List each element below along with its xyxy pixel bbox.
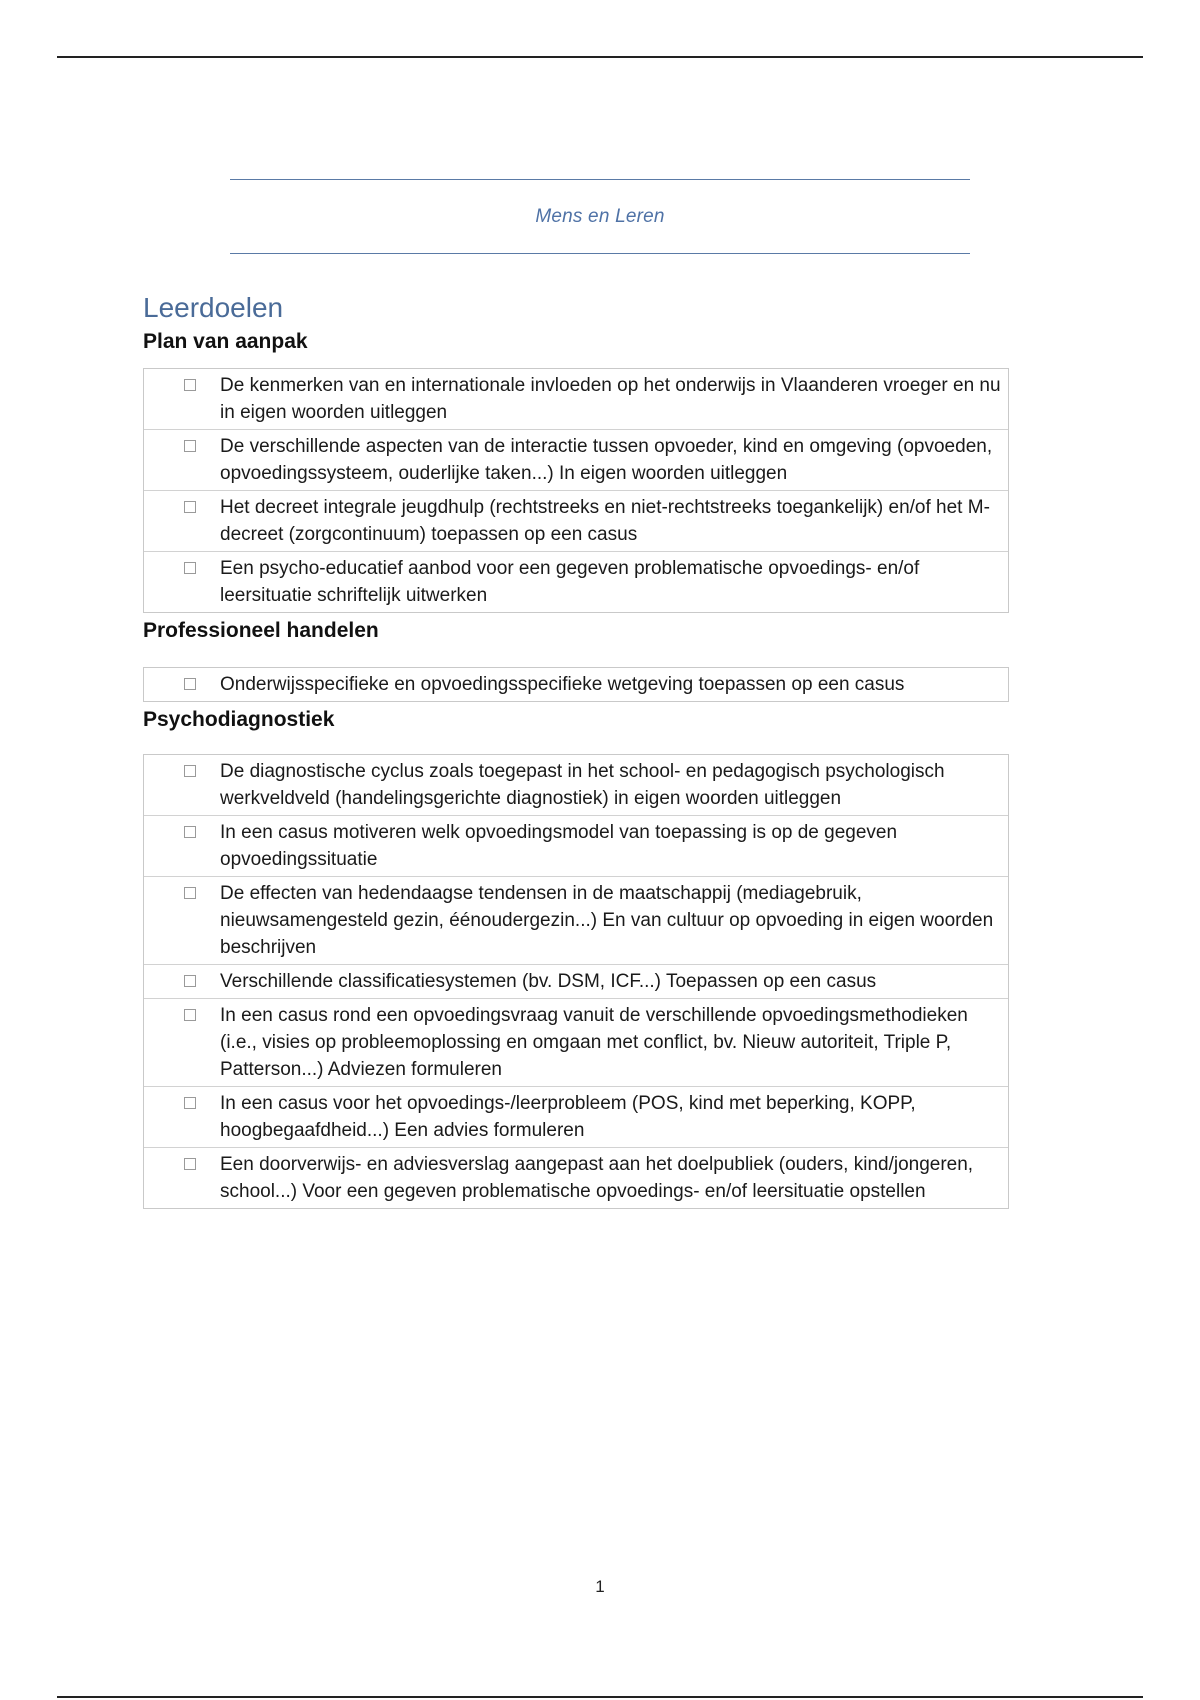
checkbox-icon[interactable] (184, 826, 196, 838)
document-content (143, 288, 1009, 1209)
page-number: 1 (595, 1577, 605, 1596)
goal-text: Onderwijsspecifieke en opvoedingsspecifieke wetgeving toepassen op een casus (220, 674, 905, 695)
checkbox-icon[interactable] (184, 887, 196, 899)
checkbox-icon[interactable] (184, 501, 196, 513)
goal-text: De kenmerken van en internationale invloeden op het onderwijs in Vlaanderen vroeger en nu in eigen woorden uitleggen (220, 375, 1001, 423)
section-heading-psychodiagnostiek: Psychodiagnostiek (143, 708, 335, 731)
checkbox-icon[interactable] (184, 1158, 196, 1170)
list-item (144, 490, 1008, 551)
checkbox-icon[interactable] (184, 1009, 196, 1021)
goal-text: De effecten van hedendaagse tendensen in de maatschappij (mediagebruik, nieuwsamengesteld gezin, éénoudergezin...) En van cultuur op opvoeding in eigen woorden beschrijven (220, 883, 994, 958)
list-item (144, 998, 1008, 1086)
list-item (144, 551, 1008, 612)
document-subtitle: Mens en Leren (535, 205, 665, 227)
list-item (144, 429, 1008, 490)
goal-list-plan-van-aanpak (143, 368, 1009, 613)
checkbox-icon[interactable] (184, 765, 196, 777)
goal-list-professioneel-handelen (143, 667, 1009, 702)
page-footer-rule (57, 1696, 1143, 1698)
checkbox-icon[interactable] (184, 562, 196, 574)
goal-text: In een casus rond een opvoedingsvraag vanuit de verschillende opvoedingsmethodieken (i.e., visies op probleemoplossing en omgaan met conflict, bv. Nieuw autoriteit, Triple P, Patterson...) Adviezen formuleren (220, 1005, 968, 1080)
list-item (144, 668, 1008, 701)
subtitle-block (230, 179, 970, 254)
list-item (144, 369, 1008, 429)
goal-list-psychodiagnostiek (143, 754, 1009, 1209)
list-item (144, 815, 1008, 876)
checkbox-icon[interactable] (184, 440, 196, 452)
checkbox-icon[interactable] (184, 975, 196, 987)
section-heading-plan-van-aanpak: Plan van aanpak (143, 330, 308, 353)
list-item (144, 1086, 1008, 1147)
goal-text: In een casus voor het opvoedings-/leerprobleem (POS, kind met beperking, KOPP, hoogbegaafdheid...) Een advies formuleren (220, 1093, 916, 1141)
list-item (144, 1147, 1008, 1208)
goal-text: Verschillende classificatiesystemen (bv. DSM, ICF...) Toepassen op een casus (220, 971, 877, 992)
goal-text: De diagnostische cyclus zoals toegepast in het school- en pedagogisch psychologisch werkveldveld (handelingsgerichte diagnostiek) in eigen woorden uitleggen (220, 761, 945, 809)
goal-text: De verschillende aspecten van de interactie tussen opvoeder, kind en omgeving (opvoeden, opvoedingssysteem, ouderlijke taken...) In eigen woorden uitleggen (220, 436, 993, 484)
list-item (144, 964, 1008, 998)
page-title: Leerdoelen (143, 292, 284, 323)
checkbox-icon[interactable] (184, 1097, 196, 1109)
page-header-rule (57, 56, 1143, 58)
goal-text: Een psycho-educatief aanbod voor een gegeven problematische opvoedings- en/of leersituatie schriftelijk uitwerken (220, 558, 920, 606)
checkbox-icon[interactable] (184, 379, 196, 391)
list-item (144, 876, 1008, 964)
goal-text: Een doorverwijs- en adviesverslag aangepast aan het doelpubliek (ouders, kind/jongeren, school...) Voor een gegeven problematische opvoedings- en/of leersituatie opstellen (220, 1154, 974, 1202)
checkbox-icon[interactable] (184, 678, 196, 690)
goal-text: Het decreet integrale jeugdhulp (rechtstreeks en niet-rechtstreeks toegankelijk) en/of het M-decreet (zorgcontinuum) toepassen op een casus (220, 497, 990, 545)
goal-text: In een casus motiveren welk opvoedingsmodel van toepassing is op de gegeven opvoedingssituatie (220, 822, 898, 870)
section-heading-professioneel-handelen: Professioneel handelen (143, 619, 379, 642)
list-item (144, 755, 1008, 815)
